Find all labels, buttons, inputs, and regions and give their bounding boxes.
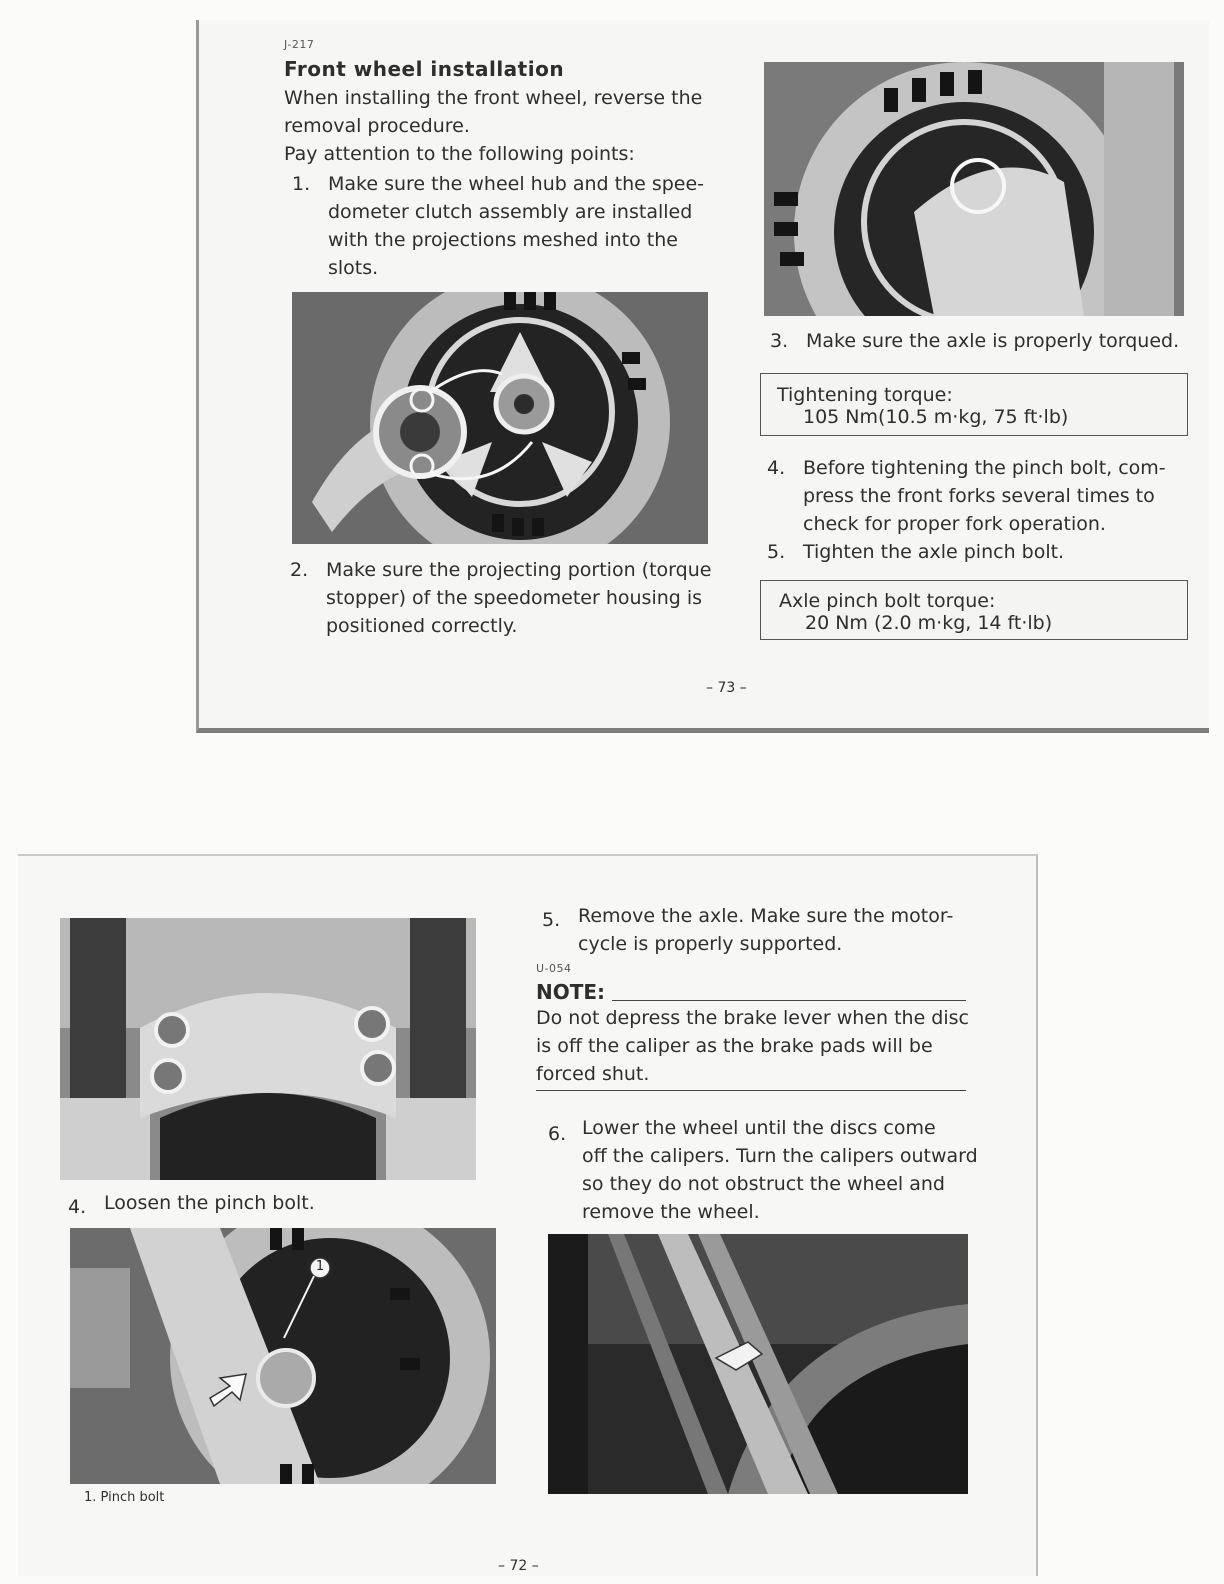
page-number-72: – 72 – <box>498 1558 539 1574</box>
bottom-step-5-line-2: cycle is properly supported. <box>578 933 843 955</box>
page-number-73: – 73 – <box>706 680 747 696</box>
step-4-line-1: Before tightening the pinch bolt, com- <box>803 457 1166 479</box>
speedometer-photo <box>764 62 1184 316</box>
bottom-step-4-number: 4. <box>68 1196 87 1218</box>
step-2-number: 2. <box>290 559 309 581</box>
tightening-torque-label: Tightening torque: <box>777 384 953 406</box>
step-1-line-1: Make sure the wheel hub and the spee- <box>328 173 705 195</box>
bottom-step-4-text: Loosen the pinch bolt. <box>104 1192 315 1214</box>
intro-line-2: removal procedure. <box>284 115 470 137</box>
note-bottom-rule <box>536 1090 966 1091</box>
step-4-line-2: press the front forks several times to <box>803 485 1155 507</box>
pinch-bolt-photo <box>70 1228 496 1484</box>
axle-pinch-bolt-torque-label: Axle pinch bolt torque: <box>779 590 996 612</box>
intro-line-1: When installing the front wheel, reverse the <box>284 87 703 109</box>
wheel-hub-photo <box>292 292 708 544</box>
step-1-line-2: dometer clutch assembly are installed <box>328 201 693 223</box>
photo-caption-pinch-bolt: 1. Pinch bolt <box>84 1490 165 1505</box>
bottom-step-5-line-1: Remove the axle. Make sure the motor- <box>578 905 954 927</box>
step-2-line-3: positioned correctly. <box>326 615 518 637</box>
step-3-line-1: Make sure the axle is properly torqued. <box>806 330 1180 352</box>
note-line-2: is off the caliper as the brake pads will be <box>536 1035 933 1057</box>
step-1-line-4: slots. <box>328 257 379 279</box>
section-code: J-217 <box>284 38 315 51</box>
step-3-number: 3. <box>770 330 789 352</box>
wheel-removal-photo <box>548 1234 968 1494</box>
note-code: U-054 <box>536 962 572 975</box>
step-4-number: 4. <box>767 457 786 479</box>
note-line-1: Do not depress the brake lever when the disc <box>536 1007 969 1029</box>
section-title: Front wheel installation <box>284 57 565 81</box>
tightening-torque-box <box>760 373 1188 436</box>
step-5-number: 5. <box>767 541 786 563</box>
note-title: NOTE: <box>536 980 606 1004</box>
callout-number-1: 1 <box>315 1259 325 1274</box>
step-5-line-1: Tighten the axle pinch bolt. <box>803 541 1065 563</box>
bottom-step-6-line-3: so they do not obstruct the wheel and <box>582 1173 945 1195</box>
bottom-step-6-number: 6. <box>548 1123 567 1145</box>
note-line-3: forced shut. <box>536 1063 650 1085</box>
tightening-torque-value: 105 Nm(10.5 m·kg, 75 ft·lb) <box>803 406 1069 428</box>
bottom-step-5-number: 5. <box>542 909 561 931</box>
fork-clamp-photo <box>60 918 476 1180</box>
axle-pinch-bolt-torque-value: 20 Nm (2.0 m·kg, 14 ft·lb) <box>805 612 1053 634</box>
step-2-line-1: Make sure the projecting portion (torque <box>326 559 712 581</box>
bottom-step-6-line-2: off the calipers. Turn the calipers outward <box>582 1145 978 1167</box>
step-1-line-3: with the projections meshed into the <box>328 229 678 251</box>
note-top-rule <box>612 1000 966 1001</box>
bottom-step-6-line-1: Lower the wheel until the discs come <box>582 1117 936 1139</box>
axle-pinch-bolt-torque-box <box>760 580 1188 640</box>
step-4-line-3: check for proper fork operation. <box>803 513 1106 535</box>
bottom-step-6-line-4: remove the wheel. <box>582 1201 760 1223</box>
step-1-number: 1. <box>292 173 311 195</box>
step-2-line-2: stopper) of the speedometer housing is <box>326 587 703 609</box>
intro-line-3: Pay attention to the following points: <box>284 143 635 165</box>
